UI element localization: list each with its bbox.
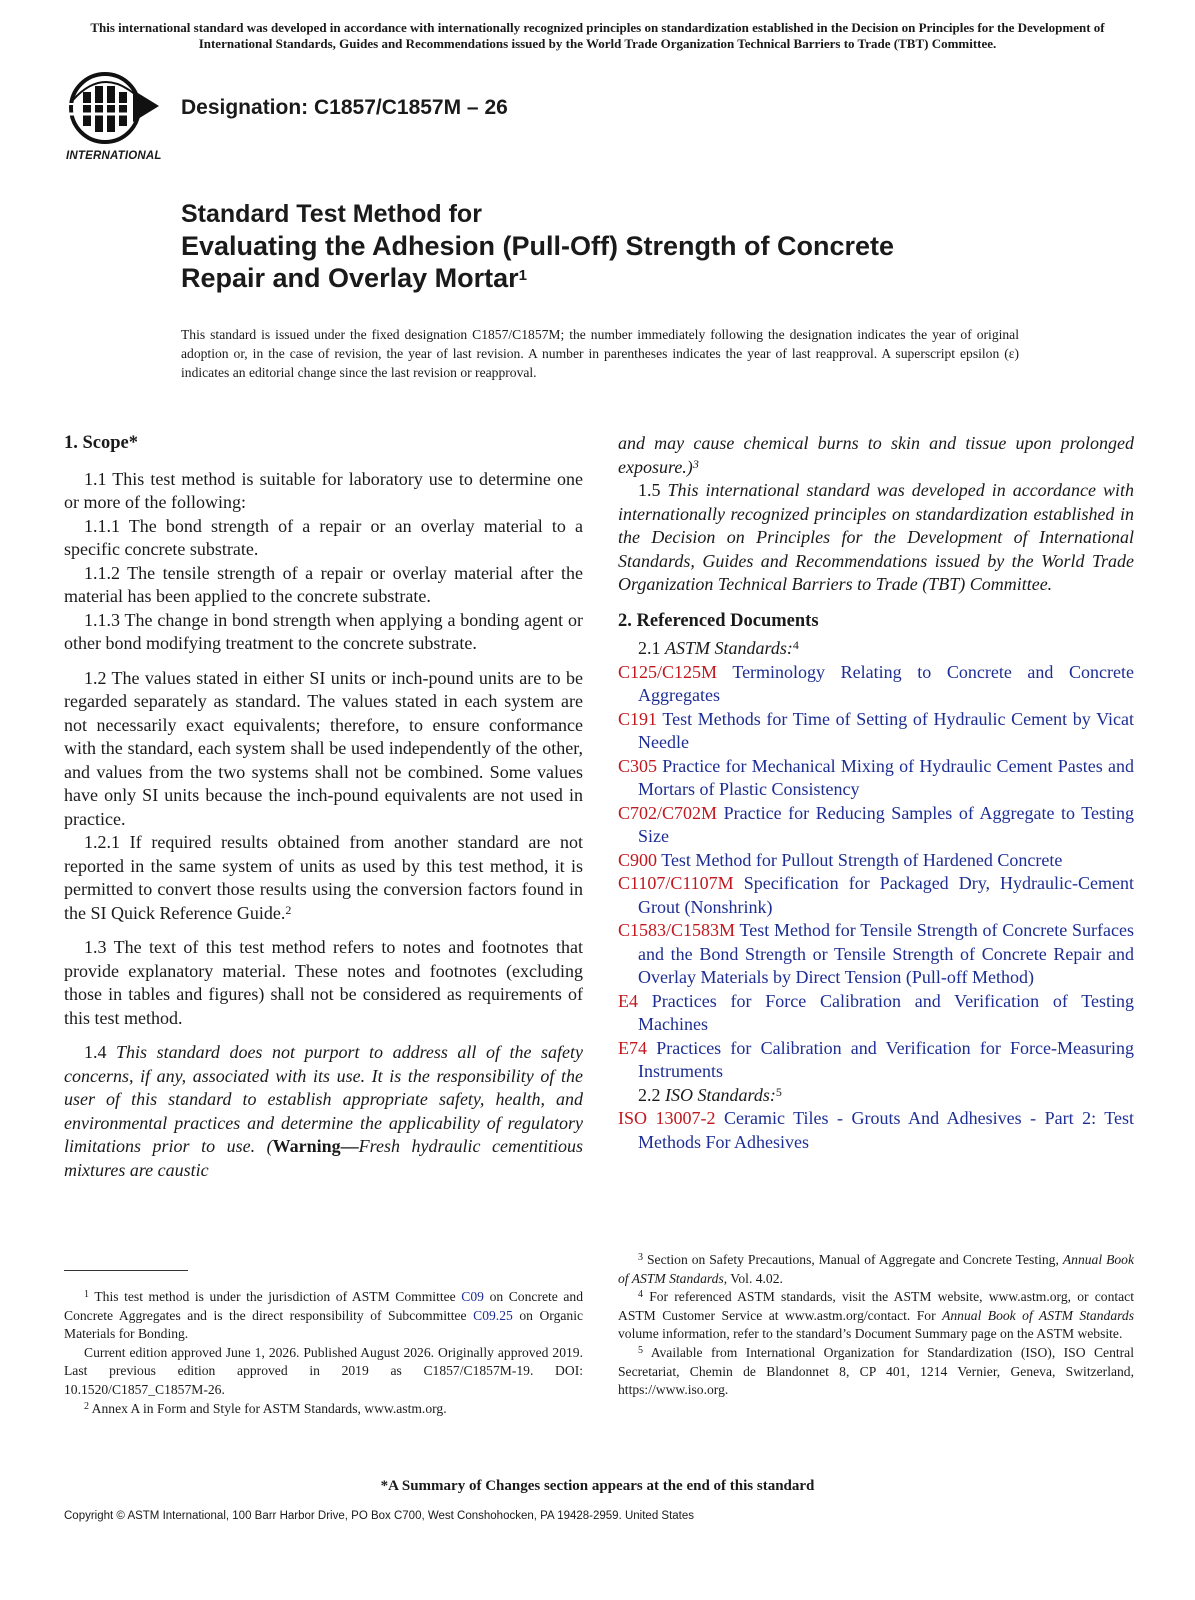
footnote-2-mark: 2 — [84, 1400, 89, 1412]
footnote-1-text-a: This test method is under the jurisdiction of ASTM Committee — [94, 1289, 456, 1304]
title-footnote-mark: 1 — [518, 267, 527, 284]
footnotes-right — [618, 1251, 1134, 1400]
title-line-3: Repair and Overlay Mortar — [181, 263, 519, 293]
right-column — [618, 432, 1134, 1154]
title-line-2: Evaluating the Adhesion (Pull-Off) Strength of Concrete — [181, 231, 895, 261]
para-1-4-num: 1.4 — [84, 1042, 117, 1062]
reference-item — [618, 990, 1134, 1037]
footnotes-left — [64, 1288, 583, 1418]
para-1-2: 1.2 The values stated in either SI units or inch-pound units are to be regarded separately as standard. The values stated in each system are not necessarily exact equivalents; therefore, to ensure conformance with the standard, each system shall be used independently of the other, and values from the two systems shall not be combined. Some values have only SI units because the inch-pound equivalents are not used in practice. — [64, 667, 583, 829]
reference-item — [618, 849, 1134, 873]
footnote-4-italic: Annual Book of ASTM Standards — [942, 1307, 1134, 1323]
iso-heading-num: 2.2 — [638, 1084, 665, 1105]
para-1-3: 1.3 The text of this test method refers to notes and footnotes that provide explanatory material. These notes and footnotes (excluding those in tables and figures) shall not be considered as requirements of this test method. — [64, 937, 583, 1028]
reference-title-link[interactable]: Test Method for Pullout Strength of Hardened Concrete — [661, 849, 1063, 870]
footnote-1 — [64, 1288, 583, 1344]
footnote-3-text-a: Section on Safety Precautions, Manual of Aggregate and Concrete Testing, — [646, 1252, 1059, 1267]
footnote-2-text: Annex A in Form and Style for ASTM Standards, www.astm.org. — [91, 1400, 447, 1416]
para-1-1-3: 1.1.3 The change in bond strength when applying a bonding agent or other bond modifying treatment to the concrete substrate. — [64, 609, 583, 653]
para-1-4-text: This standard does not purport to address all of the safety concerns, if any, associated with its use. It is the responsibility of the user of this standard to establish appropriate safety, health, and environmental practices and determine the applicability of regulatory limitations prior to use. ( — [64, 1042, 583, 1156]
footnote-5-mark: 5 — [638, 1344, 643, 1356]
committee-c09-link[interactable]: C09 — [461, 1289, 484, 1304]
reference-item — [618, 661, 1134, 708]
references-heading: 2. Referenced Documents — [618, 610, 819, 631]
iso-standards-heading — [618, 1084, 1134, 1108]
footnote-3-text-b: , Vol. 4.02. — [723, 1270, 783, 1286]
reference-title-link[interactable]: Terminology Relating to Concrete and Concrete Aggregates — [638, 661, 1135, 705]
iso-heading-text: ISO Standards: — [665, 1084, 776, 1105]
footnote-divider — [64, 1270, 188, 1271]
reference-code-link[interactable]: E4 — [618, 990, 638, 1011]
footnote-1-text-c: on Organic Materials for Bonding. — [64, 1307, 584, 1342]
reference-code-link[interactable]: C191 — [618, 708, 658, 729]
scope-heading: 1. Scope* — [64, 433, 138, 453]
footnote-3-mark: 3 — [638, 1252, 643, 1263]
document-title — [181, 198, 1081, 294]
reference-title-link[interactable]: Specification for Packaged Dry, Hydraulic-Cement Grout (Nonshrink) — [638, 873, 1135, 917]
para-1-4-continued — [618, 432, 1134, 479]
para-1-5-num: 1.5 — [638, 480, 668, 500]
reference-item — [618, 872, 1134, 919]
left-column — [64, 432, 583, 1182]
reference-code-link[interactable]: C1107/C1107M — [618, 873, 734, 893]
astm-reference-list — [618, 661, 1134, 1084]
reference-item — [618, 802, 1134, 849]
reference-item — [618, 755, 1134, 802]
para-1-1: 1.1 This test method is suitable for laboratory use to determine one or more of the following: — [64, 468, 583, 512]
para-1-2-1 — [64, 831, 583, 925]
para-1-2-1-text: 1.2.1 If required results obtained from another standard are not reported in the same system of units as used by this test method, it is permitted to convert those results using the conversion factors found in the SI Quick Reference Guide. — [64, 832, 583, 923]
astm-standards-heading — [618, 637, 1134, 661]
footnote-1-text-b: on Concrete and Concrete Aggregates and is the direct responsibility of Subcommittee — [64, 1289, 584, 1323]
reference-code-link[interactable]: C1583/C1583M — [618, 920, 736, 940]
astm-heading-text: ASTM Standards: — [665, 638, 793, 658]
reference-code-link[interactable]: ISO 13007-2 — [618, 1108, 716, 1128]
reference-title-link[interactable]: Practice for Reducing Samples of Aggregate to Testing Size — [638, 802, 1135, 846]
footnote-ref-5[interactable]: 5 — [775, 1084, 782, 1099]
warning-label: Warning— — [272, 1136, 359, 1156]
footnote-5 — [618, 1344, 1134, 1400]
edition-note: Current edition approved June 1, 2026. Published August 2026. Originally approved 2019. Last previous edition approved in 2019 as C1857/C1857M-19. DOI: 10.1520/C1857_C1857M-26. — [64, 1344, 583, 1397]
astm-heading-num: 2.1 — [638, 638, 665, 658]
para-1-4-cont-text: and may cause chemical burns to skin and tissue upon prolonged exposure.) — [618, 433, 1134, 477]
para-1-1-2: 1.1.2 The tensile strength of a repair or overlay material after the material has been applied to the concrete substrate. — [64, 562, 583, 606]
designation: Designation: C1857/C1857M – 26 — [181, 96, 508, 119]
reference-item — [618, 1037, 1134, 1084]
reference-title-link[interactable]: Test Method for Tensile Strength of Concrete Surfaces and the Bond Strength or Tensile Strength of Concrete Repair and Overlay Materials by Direct Tension (Pull-off Method) — [638, 920, 1135, 987]
reference-code-link[interactable]: E74 — [618, 1037, 647, 1058]
footnote-4 — [618, 1288, 1134, 1344]
subcommittee-c0925-link[interactable]: C09.25 — [473, 1307, 513, 1323]
wto-notice: This international standard was developed in accordance with internationally recognized principles on standardization established in the Decision on Principles for the Development of International Standards, Guides and Recommendations issued by the World Trade Organization Technical Barriers to Trade (TBT) Committee. — [90, 20, 1105, 51]
reference-code-link[interactable]: C900 — [618, 849, 658, 870]
reference-item — [618, 708, 1134, 755]
iso-reference-list — [618, 1107, 1134, 1154]
footnote-1-mark: 1 — [84, 1289, 89, 1300]
warning-text: Fresh hydraulic cementitious mixtures are caustic — [64, 1136, 583, 1180]
reference-code-link[interactable]: C125/C125M — [618, 661, 718, 682]
footnote-3-italic: Annual Book of ASTM Standards — [618, 1252, 1134, 1286]
summary-of-changes-note: *A Summary of Changes section appears at the end of this standard — [380, 1478, 815, 1494]
para-1-5-text: This international standard was developed in accordance with internationally recognized principles on standardization established in the Decision on Principles for the Development of International Standards, Guides and Recommendations issued by the World Trade Organization Technical Barriers to Trade (TBT) Committee. — [618, 480, 1134, 594]
logo-caption: INTERNATIONAL — [66, 150, 162, 162]
para-1-5 — [618, 479, 1134, 597]
footnote-2 — [64, 1400, 583, 1419]
footnote-4-text-b: volume information, refer to the standard’s Document Summary page on the ASTM website. — [618, 1326, 1123, 1342]
footnote-4-mark: 4 — [638, 1289, 643, 1301]
para-1-1-1: 1.1.1 The bond strength of a repair or an overlay material to a specific concrete substrate. — [64, 515, 583, 559]
reference-title-link[interactable]: Test Methods for Time of Setting of Hydraulic Cement by Vicat Needle — [638, 708, 1134, 752]
copyright: Copyright © ASTM International, 100 Barr Harbor Drive, PO Box C700, West Conshohocken, PA 19428-2959. United States — [64, 1510, 695, 1522]
title-line-3-wrap — [181, 262, 1081, 294]
footnote-3 — [618, 1251, 1134, 1288]
reference-title-link[interactable]: Practices for Force Calibration and Verification of Testing Machines — [638, 990, 1134, 1034]
reference-item — [618, 1107, 1134, 1154]
footnote-ref-4[interactable]: 4 — [792, 638, 799, 652]
reference-title-link[interactable]: Practice for Mechanical Mixing of Hydraulic Cement Pastes and Mortars of Plastic Consistency — [638, 755, 1135, 799]
reference-code-link[interactable]: C305 — [618, 755, 658, 776]
reference-title-link[interactable]: Practices for Calibration and Verification for Force-Measuring Instruments — [638, 1037, 1134, 1081]
footnote-ref-3[interactable]: 3 — [692, 456, 699, 471]
para-1-4 — [64, 1041, 583, 1182]
footnote-4-text-a: For referenced ASTM standards, visit the ASTM website, www.astm.org, or contact ASTM Customer Service at www.astm.org/contact. For — [618, 1289, 1134, 1323]
footnote-ref-2[interactable]: 2 — [285, 902, 292, 917]
reference-item — [618, 919, 1134, 990]
footnote-5-text: Available from International Organization for Standardization (ISO), ISO Central Secretariat, Chemin de Blandonnet 8, CP 401, 1214 Vernier, Geneva, Switzerland, https://www.iso.org. — [618, 1344, 1134, 1398]
reference-code-link[interactable]: C702/C702M — [618, 802, 718, 823]
title-line-1: Standard Test Method for — [181, 200, 482, 228]
reference-title-link[interactable]: Ceramic Tiles - Grouts And Adhesives - Part 2: Test Methods For Adhesives — [638, 1108, 1135, 1152]
issue-note: This standard is issued under the fixed designation C1857/C1857M; the number immediately following the designation indicates the year of original adoption or, in the case of revision, the year of last revision. A number in parentheses indicates the year of last reapproval. A superscript epsilon (ε) indicates an editorial change since the last revision or reapproval. — [181, 327, 1019, 380]
